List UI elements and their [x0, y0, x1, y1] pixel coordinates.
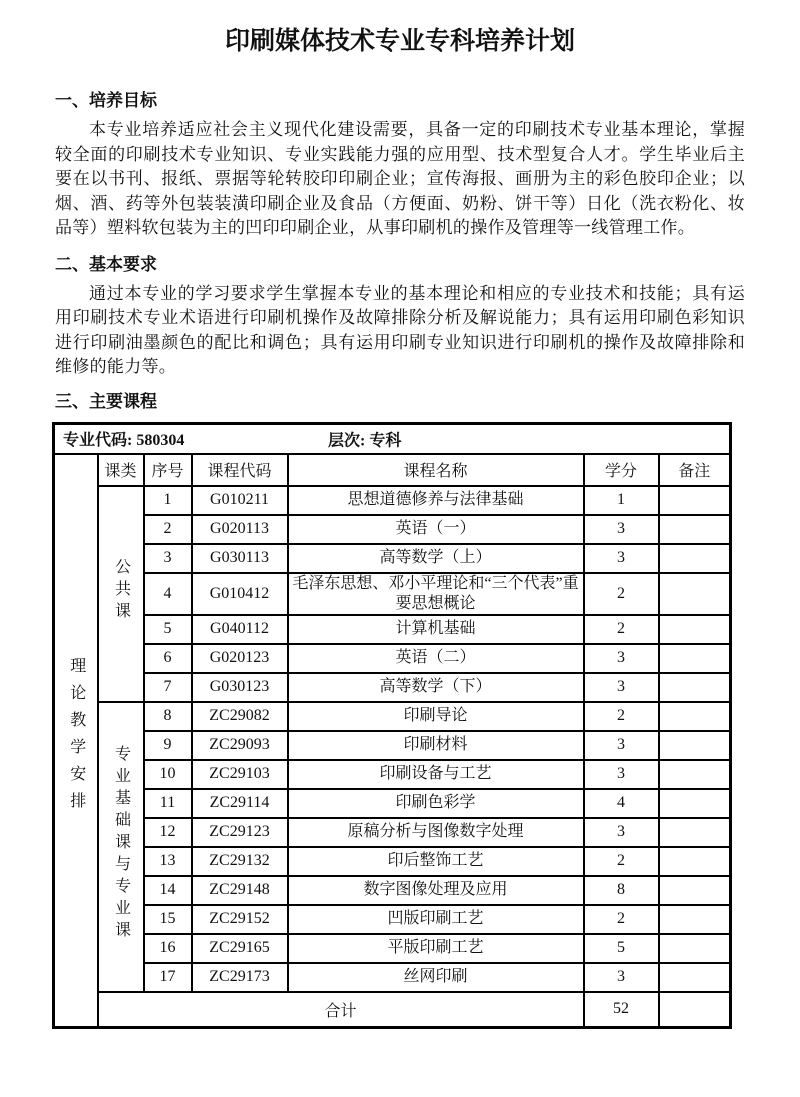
course-code: ZC29123	[192, 818, 288, 847]
table-row	[54, 615, 731, 644]
table-meta-row	[54, 423, 731, 454]
table-meta-cell	[54, 423, 731, 454]
course-credit: 2	[584, 847, 659, 876]
course-name: 高等数学（上）	[288, 544, 584, 573]
table-row	[54, 876, 731, 905]
course-note	[659, 934, 731, 963]
course-name: 毛泽东思想、邓小平理论和“三个代表”重要思想概论	[288, 573, 584, 615]
course-category-label: 专业基础课与专业课	[98, 702, 144, 992]
course-credit: 2	[584, 573, 659, 615]
course-name: 思想道德修养与法律基础	[288, 486, 584, 515]
course-note	[659, 673, 731, 702]
course-note	[659, 760, 731, 789]
column-header-name: 课程名称	[288, 454, 584, 486]
table-row	[54, 760, 731, 789]
course-code: G030123	[192, 673, 288, 702]
course-no: 2	[144, 515, 192, 544]
course-name: 计算机基础	[288, 615, 584, 644]
course-code: G020123	[192, 644, 288, 673]
course-code: ZC29152	[192, 905, 288, 934]
course-no: 16	[144, 934, 192, 963]
course-code: ZC29132	[192, 847, 288, 876]
course-credit: 3	[584, 818, 659, 847]
table-header-row	[54, 454, 731, 486]
paragraph-basic-requirements: 通过本专业的学习要求学生掌握本专业的基本理论和相应的专业技术和技能；具有运用印刷技术专业术语进行印刷机操作及故障排除分析及解说能力；具有运用印刷色彩知识进行印刷油墨颜色的配比和调色；具有运用印刷专业知识进行印刷机的操作及故障排除和维修的能力等。	[55, 283, 745, 376]
table-row	[54, 673, 731, 702]
major-code-label: 专业代码: 580304	[63, 432, 185, 449]
course-name: 印刷色彩学	[288, 789, 584, 818]
column-header-code: 课程代码	[192, 454, 288, 486]
course-no: 7	[144, 673, 192, 702]
course-credit: 3	[584, 963, 659, 992]
course-credit: 2	[584, 615, 659, 644]
course-no: 5	[144, 615, 192, 644]
course-code: ZC29093	[192, 731, 288, 760]
table-row	[54, 515, 731, 544]
course-note	[659, 963, 731, 992]
course-name: 印刷导论	[288, 702, 584, 731]
course-code: ZC29082	[192, 702, 288, 731]
course-code: G010211	[192, 486, 288, 515]
course-credit: 1	[584, 486, 659, 515]
table-row	[54, 905, 731, 934]
table-row	[54, 963, 731, 992]
course-credit: 3	[584, 544, 659, 573]
table-row	[54, 847, 731, 876]
course-name: 平版印刷工艺	[288, 934, 584, 963]
course-name: 原稿分析与图像数字处理	[288, 818, 584, 847]
course-no: 13	[144, 847, 192, 876]
course-code: G010412	[192, 573, 288, 615]
section-heading-basic-requirements: 二、基本要求	[55, 254, 157, 274]
course-code: G030113	[192, 544, 288, 573]
table-row	[54, 486, 731, 515]
course-name: 印刷设备与工艺	[288, 760, 584, 789]
course-no: 1	[144, 486, 192, 515]
row-axis-label: 理论教学安排	[54, 454, 98, 1028]
table-row	[54, 702, 731, 731]
table-row	[54, 544, 731, 573]
course-name: 英语（一）	[288, 515, 584, 544]
column-header-credit: 学分	[584, 454, 659, 486]
course-note	[659, 644, 731, 673]
course-name: 印后整饰工艺	[288, 847, 584, 876]
course-credit: 3	[584, 644, 659, 673]
column-header-note: 备注	[659, 454, 731, 486]
course-note	[659, 544, 731, 573]
section-heading-main-courses: 三、主要课程	[55, 391, 157, 411]
course-note	[659, 905, 731, 934]
course-category-label: 公共课	[98, 486, 144, 702]
course-credit: 2	[584, 905, 659, 934]
course-note	[659, 789, 731, 818]
course-note	[659, 573, 731, 615]
course-credit: 3	[584, 731, 659, 760]
course-credit: 8	[584, 876, 659, 905]
course-code: ZC29103	[192, 760, 288, 789]
total-note	[659, 992, 731, 1028]
course-code: ZC29165	[192, 934, 288, 963]
course-credit: 3	[584, 673, 659, 702]
course-credit: 5	[584, 934, 659, 963]
course-no: 11	[144, 789, 192, 818]
course-no: 10	[144, 760, 192, 789]
table-row	[54, 731, 731, 760]
course-no: 12	[144, 818, 192, 847]
course-note	[659, 615, 731, 644]
table-row	[54, 644, 731, 673]
table-row	[54, 573, 731, 615]
total-label: 合计	[98, 992, 584, 1028]
table-total-row	[54, 992, 731, 1028]
course-no: 17	[144, 963, 192, 992]
course-note	[659, 876, 731, 905]
course-note	[659, 702, 731, 731]
total-credit: 52	[584, 992, 659, 1028]
course-note	[659, 486, 731, 515]
course-no: 4	[144, 573, 192, 615]
course-credit: 4	[584, 789, 659, 818]
course-no: 14	[144, 876, 192, 905]
page-title: 印刷媒体技术专业专科培养计划	[224, 28, 575, 55]
course-no: 8	[144, 702, 192, 731]
course-code: G020113	[192, 515, 288, 544]
course-no: 15	[144, 905, 192, 934]
courses-table	[52, 422, 732, 1029]
table-row	[54, 789, 731, 818]
column-header-category: 课类	[98, 454, 144, 486]
table-row	[54, 818, 731, 847]
course-name: 凹版印刷工艺	[288, 905, 584, 934]
course-note	[659, 731, 731, 760]
course-no: 6	[144, 644, 192, 673]
course-code: ZC29148	[192, 876, 288, 905]
course-note	[659, 515, 731, 544]
course-name: 英语（二）	[288, 644, 584, 673]
column-header-no: 序号	[144, 454, 192, 486]
course-note	[659, 818, 731, 847]
level-label: 层次: 专科	[328, 432, 402, 449]
course-note	[659, 847, 731, 876]
section-heading-training-objectives: 一、培养目标	[55, 91, 157, 110]
paragraph-training-objectives: 本专业培养适应社会主义现代化建设需要，具备一定的印刷技术专业基本理论，掌握较全面的印刷技术专业知识、专业实践能力强的应用型、技术型复合人才。学生毕业后主要在以书刊、报纸、票据等轮转胶印印刷企业；宣传海报、画册为主的彩色胶印企业；以烟、酒、药等外包装装潢印刷企业及食品（方便面、奶粉、饼干等）日化（洗衣粉化、妆品等）塑料软包装为主的凹印印刷企业，从事印刷机的操作及管理等一线管理工作。	[55, 120, 745, 237]
course-code: G040112	[192, 615, 288, 644]
course-credit: 2	[584, 702, 659, 731]
course-code: ZC29114	[192, 789, 288, 818]
course-name: 数字图像处理及应用	[288, 876, 584, 905]
course-no: 9	[144, 731, 192, 760]
table-row	[54, 934, 731, 963]
course-no: 3	[144, 544, 192, 573]
course-credit: 3	[584, 515, 659, 544]
course-name: 丝网印刷	[288, 963, 584, 992]
course-credit: 3	[584, 760, 659, 789]
course-code: ZC29173	[192, 963, 288, 992]
course-name: 高等数学（下）	[288, 673, 584, 702]
course-name: 印刷材料	[288, 731, 584, 760]
